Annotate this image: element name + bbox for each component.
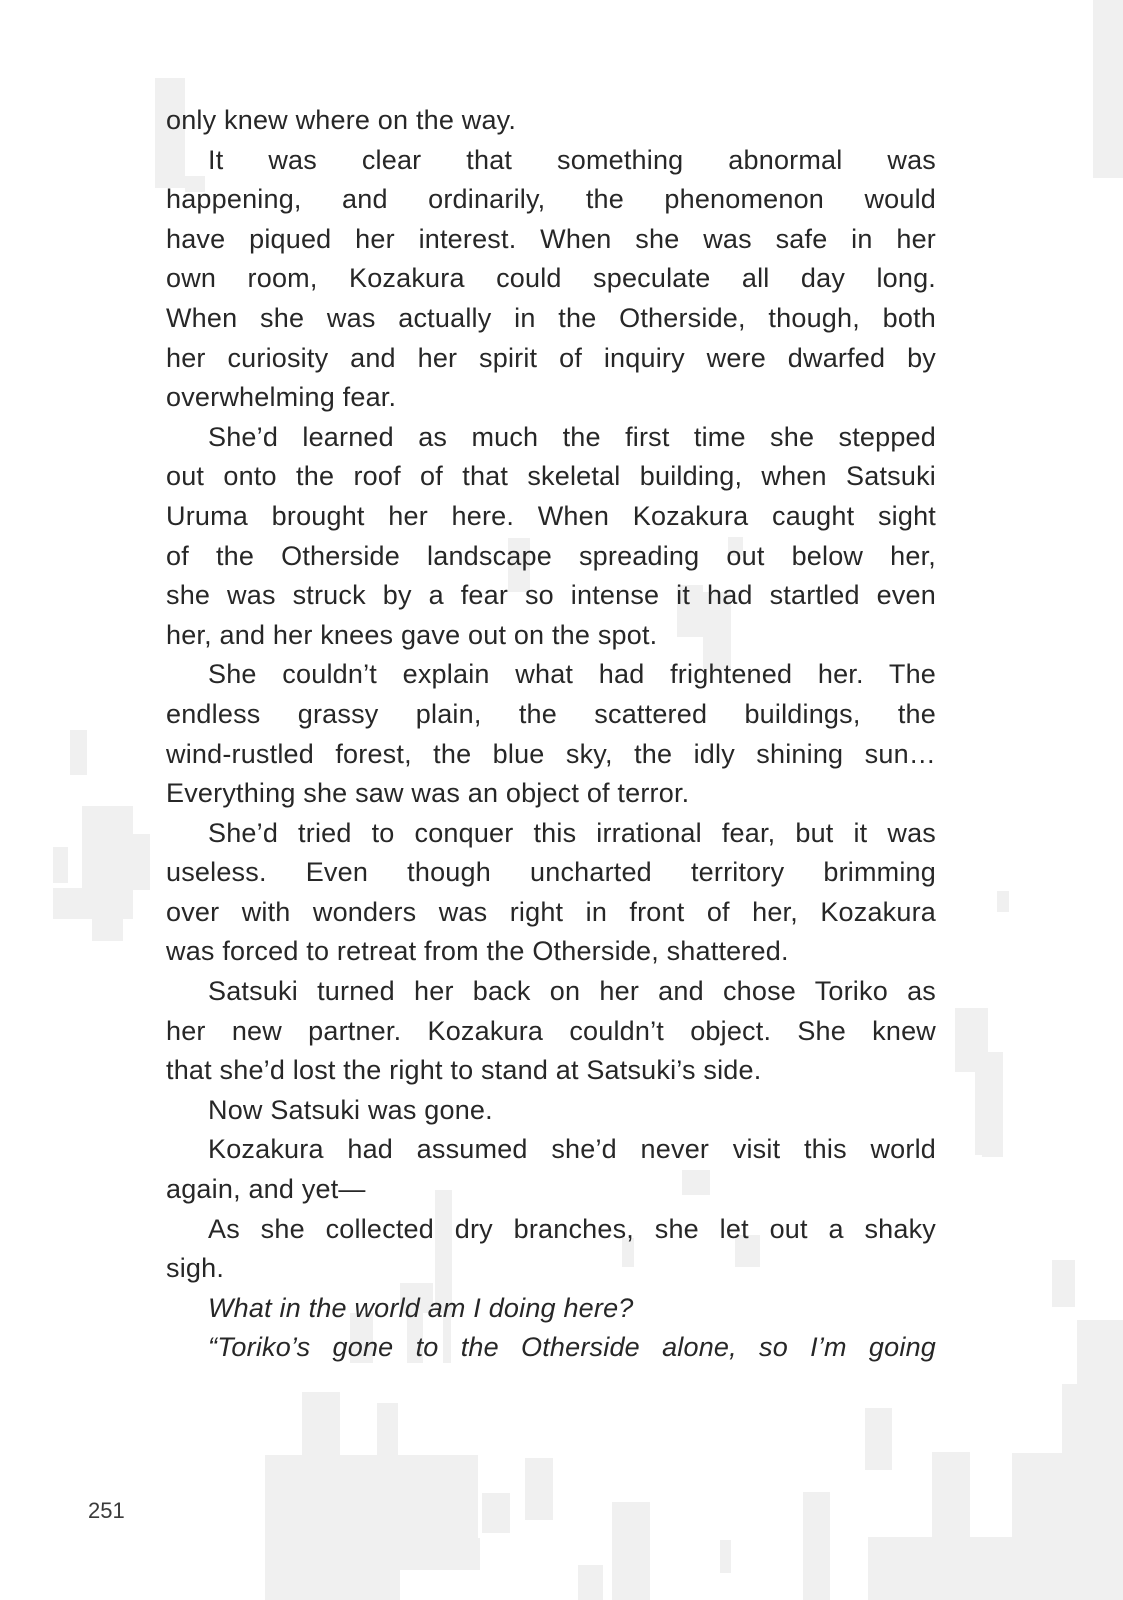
text-line: sigh. bbox=[166, 1253, 225, 1284]
glitch-block bbox=[1062, 1384, 1123, 1454]
text-line: own room, Kozakura could speculate all day long. bbox=[166, 263, 936, 294]
glitch-block bbox=[865, 1408, 892, 1470]
text-line: Satsuki turned her back on her and chose Toriko as bbox=[208, 976, 936, 1007]
text-line: She couldn’t explain what had frightened her. The bbox=[208, 659, 936, 690]
glitch-block bbox=[482, 1493, 510, 1533]
glitch-block bbox=[868, 1537, 1012, 1600]
text-line: endless grassy plain, the scattered buildings, the bbox=[166, 698, 936, 729]
text-line: was forced to retreat from the Otherside, shattered. bbox=[166, 936, 789, 967]
text-line: Everything she saw was an object of terror. bbox=[166, 778, 690, 809]
text-line: What in the world am I doing here? bbox=[208, 1292, 634, 1323]
text-line: Kozakura had assumed she’d never visit this world bbox=[208, 1134, 936, 1165]
text-line: happening, and ordinarily, the phenomenon would bbox=[166, 184, 936, 215]
text-line: When she was actually in the Otherside, though, both bbox=[166, 302, 936, 333]
glitch-block bbox=[1093, 0, 1123, 178]
text-line: useless. Even though uncharted territory brimming bbox=[166, 857, 936, 888]
glitch-block bbox=[720, 1540, 731, 1573]
text-line: out onto the roof of that skeletal building, when Satsuki bbox=[166, 461, 936, 492]
glitch-block bbox=[70, 730, 87, 775]
text-line: her, and her knees gave out on the spot. bbox=[166, 619, 658, 650]
glitch-block bbox=[1012, 1453, 1123, 1600]
glitch-block bbox=[578, 1565, 603, 1600]
page-number: 251 bbox=[88, 1498, 125, 1523]
text-line: She’d learned as much the first time she stepped bbox=[208, 421, 936, 452]
text-line: over with wonders was right in front of her, Kozakura bbox=[166, 896, 936, 927]
text-line: again, and yet— bbox=[166, 1174, 366, 1205]
text-line: her curiosity and her spirit of inquiry were dwarfed by bbox=[166, 342, 936, 373]
text-line: Uruma brought her here. When Kozakura caught sight bbox=[166, 500, 936, 531]
text-line: she was struck by a fear so intense it had startled even bbox=[166, 580, 936, 611]
text-line: It was clear that something abnormal was bbox=[208, 144, 936, 175]
glitch-block bbox=[612, 1502, 650, 1600]
text-line: have piqued her interest. When she was safe in her bbox=[166, 223, 936, 254]
glitch-block bbox=[377, 1403, 398, 1493]
glitch-block bbox=[92, 918, 123, 941]
text-line: As she collected dry branches, she let out a shaky bbox=[208, 1213, 936, 1244]
text-line: Now Satsuki was gone. bbox=[208, 1094, 493, 1125]
text-line: wind-rustled forest, the blue sky, the idly shining sun… bbox=[166, 738, 936, 769]
text-line: “Toriko’s gone to the Otherside alone, so I’m going bbox=[208, 1332, 936, 1363]
glitch-block bbox=[982, 1110, 1003, 1157]
glitch-block bbox=[525, 1458, 553, 1520]
glitch-block bbox=[82, 806, 133, 890]
text-line: of the Otherside landscape spreading out below her, bbox=[166, 540, 936, 571]
text-line: overwhelming fear. bbox=[166, 382, 397, 413]
glitch-block bbox=[302, 1392, 340, 1455]
glitch-block bbox=[803, 1492, 830, 1600]
text-line: that she’d lost the right to stand at Satsuki’s side. bbox=[166, 1055, 762, 1086]
glitch-block bbox=[133, 834, 150, 890]
glitch-block bbox=[53, 847, 68, 883]
text-column bbox=[166, 101, 936, 1368]
text-line: her new partner. Kozakura couldn’t object. She knew bbox=[166, 1015, 936, 1046]
text-line: only knew where on the way. bbox=[166, 105, 517, 135]
glitch-block bbox=[460, 1538, 480, 1570]
glitch-block bbox=[997, 891, 1009, 912]
glitch-block bbox=[1077, 1320, 1123, 1384]
glitch-block bbox=[53, 888, 133, 919]
text-line: She’d tried to conquer this irrational fear, but it was bbox=[208, 817, 936, 848]
glitch-block bbox=[1052, 1260, 1075, 1307]
